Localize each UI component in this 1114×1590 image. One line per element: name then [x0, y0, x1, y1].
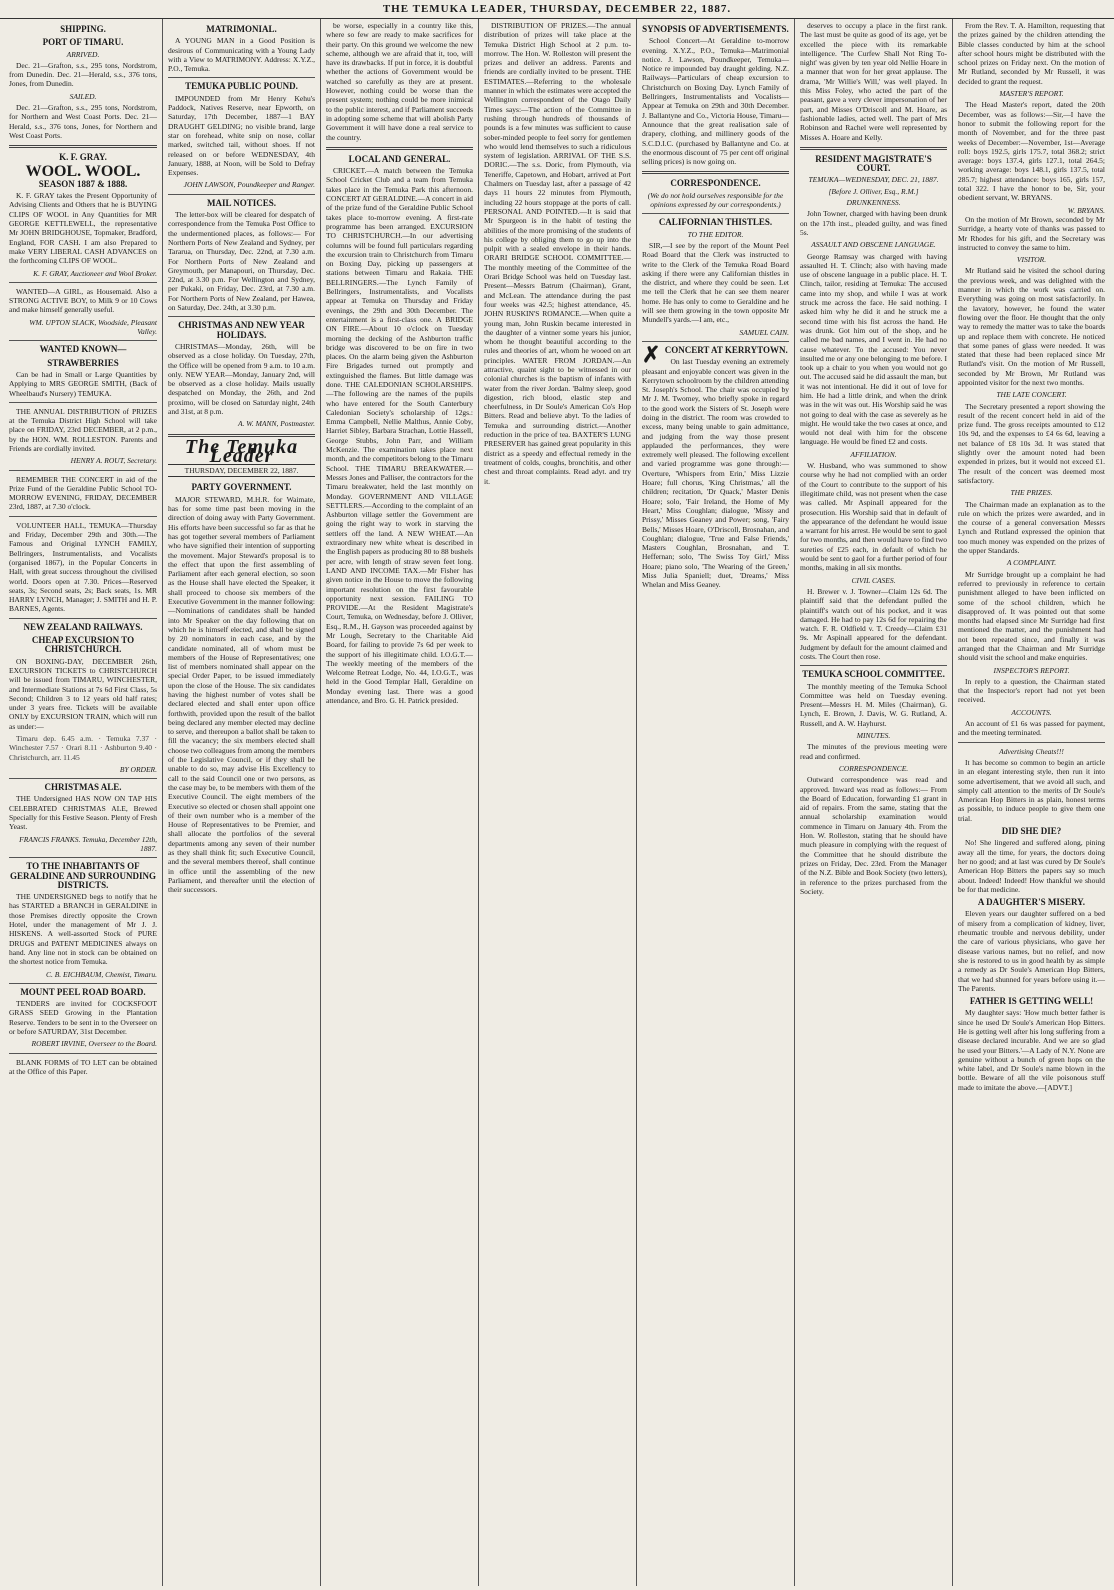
drunkenness-heading: DRUNKENNESS. — [846, 198, 901, 208]
wool-heading: WOOL. WOOL. — [25, 162, 141, 180]
party-gov-heading: PARTY GOVERNMENT. — [191, 482, 292, 493]
assault-heading: ASSAULT AND OBSCENE LANGUAGE. — [811, 240, 936, 250]
tenders-signature: ROBERT IRVINE, Overseer to the Board. — [31, 1039, 157, 1049]
visitor-text: Mr Rutland said he visited the school during the previous week, and was delighted with the manner in which the work was carried on. Everything was going on most satisfactorily. In the lavatory, however, he found the water flowing over the floor. He thought that the only way to remedy the matter was to take the boards up and replace them with concrete. He noticed that some panes of glass were needed. It was stated that these had been replaced since Mr Rutland's visit. On the motion of Mr Russell, seconded by Mr Brown, Mr Rutland was appointed visitor for the next two months. — [958, 266, 1105, 387]
daughter-text: Eleven years our daughter suffered on a bed of misery from a complication of kidney, liver, rheumatic trouble and nervous debility, under the care of various physicians, who gave her disease various names, but no relief, and now she is restored to us in good health by as simple a remedy as Dr Soule's American Hop Bitters, that we had shunned for years before using it.—The Parents. — [958, 909, 1105, 993]
mail-heading: MAIL NOTICES. — [206, 197, 277, 208]
column-7 — [952, 19, 1110, 1586]
correspondence-heading: CORRESPONDENCE. — [670, 178, 761, 189]
visitor-heading: VISITOR. — [1016, 255, 1047, 265]
editorial-continued: be worse, especially in a country like this, where so few are ready to make sacrifices for their party. On this ground we welcome the new scheme, although we are afraid that it, too, will have its drawbacks. If put in force, it is doubtful whether the actions of Government would be watched so carefully as they are at present. However, nothing could be worse than the present system; nothing could be more inimical to the public interest, and if Parliament succeeds in adopting some scheme that will abolish Party Government it will have done a real service to the country. — [326, 21, 473, 142]
correspondence2-heading: CORRESPONDENCE. — [838, 763, 909, 773]
gray-name: K. F. GRAY. — [59, 152, 107, 163]
local-general-text: CRICKET.—A match between the Temuka School Cricket Club and a team from Temuka takes place in the Temuka Park this afternoon. CONCERT AT GERALDINE.—A concert in aid of the prize fund of the Geraldine Public School takes place to-morrow evening. A first-rate programme has been arranged. EXCURSION TO CHRISTCHURCH.—In our advertising columns will be found full particulars regarding the excursion train to Christchurch from Timaru on Boxing Day, picking up passengers at stations between Timaru and Rakaia. THE BELLRINGERS.—The Lynch Family of Bellringers, Instrumentalists, and Vocalists appear at Temuka on Thursday and Friday evenings, the 29th and 30th December. The entertainment is a first-class one. A BRIDGE ON FIRE.—About 10 o'clock on Tuesday morning the decking of the Ashburton traffic bridge was discovered to be on fire in two places. On the alarm being given the Ashburton Fire Brigades turned out promptly and extinguished the flames. But little damage was done. THE CALEDONIAN SCHOLARSHIPS.—The following are the names of the pupils who have entered for the South Canterbury Caledonian Society's scholarship of 12gs.: Emma Campbell, Nellie Malthus, Annie Coby, Harriet Sibley, Barbara Strachan, Lottie Hassell, George Stubbs, John Parr, and William McKenzie. The examination takes place next month, and the competitors belong to the Timaru School. THE TIMARU BREAKWATER.—Messrs Jones and Palliser, the contractors for the Timaru breakwater, held the last monthly on Monday. GOVERNMENT AND VILLAGE SETTLERS.—According to the complaint of an Ashburton village settler the Government are going the right way to work in starving the settlers off the land. A NEW WHEAT.—An extraordinary new white wheat is described in the English papers as producing 80 to 88 bushels per acre, with length of straw seven feet long. LAND AND INCOME TAX.—Mr Fisher has given notice in the House to move the following important resolution on the first favourable opportunity next session. FAILING TO PROVIDE.—At the Resident Magistrate's Court, Temuka, on Wednesday, before J. Olliver, Esq., R.M., H. Gayson was proceeded against by Mr Lough, Secretary to the Charitable Aid Board, for failing to provide 7s 6d per week to the support of his illegitimate child. I.O.G.T.—The weekly meeting of the members of the Welcome Retreat Lodge, No. 44, I.O.G.T., was held in the Good Templar Hall, Geraldine on Monday evening last. There was a good attendance, and Bro. G. H. Patrick presided. — [326, 166, 473, 706]
matrimonial-heading: MATRIMONIAL. — [206, 24, 277, 34]
column-5 — [636, 19, 794, 1586]
pound-heading: TEMUKA PUBLIC POUND. — [185, 81, 298, 92]
affiliation-heading: AFFILIATION. — [850, 449, 897, 459]
did-she-text: No! She lingered and suffered along, pining away all the time, for years, the doctors doing her no good; and at last was cured by Dr Soule's American Hop Bitters the papers say so much about. Indeed! Indeed! How thankful we should be for that medicine. — [958, 838, 1105, 894]
geraldine-heading: TO THE INHABITANTS OF GERALDINE AND SURROUNDING DISTRICTS. — [9, 861, 157, 890]
daughter-heading: A DAUGHTER'S MISERY. — [977, 897, 1086, 908]
paper-date: THURSDAY, DECEMBER 22, 1887. — [168, 464, 315, 477]
mail-text: The letter-box will be cleared for despatch of correspondence from the Temuka Post Office to the undermentioned places, as follows:— For Northern Ports of New Zealand and Sydney, per Tararua, on Thursday, Dec. 22nd, at 7.30 a.m. For Northern Ports of New Zealand and Greymouth, per Manapouri, on Thursday, Dec. 22nd, at 3.30 p.m. For Wellington and Sydney, per Pukaki, on Friday, Dec. 23rd, at 7.30 a.m. For Northern Ports of New Zealand, per Hawea, on Saturday, Dec. 24th, at 3.30 p.m. — [168, 210, 315, 313]
complaint-heading: A COMPLAINT. — [1006, 558, 1057, 568]
gray-text: K. F. GRAY takes the Present Opportunity of Advising Clients and Others that he is BUYING CLIPS OF WOOL in Any Quantities for MR GEORGE KETTLEWELL, the representative Mr JOHN BRIDGHOUSE, Topmaker, Bradford, England, FOR CASH. I am also Prepared to make VERY LIBERAL CASH ADVANCES on the forthcoming CLIPS OF WOOL. — [9, 191, 157, 266]
masters-report-heading: MASTER'S REPORT. — [999, 89, 1064, 99]
concert-ad-text: REMEMBER THE CONCERT in aid of the Prize Fund of the Geraldine Public School TO-MORROW EVENING, FRIDAY, DECEMBER 23rd, 1887, at 7.30 o'clock. — [9, 474, 157, 512]
party-gov-text: MAJOR STEWARD, M.H.R. for Waimate, has for some time past been moving in the direction of doing away with Party Government. His efforts have been successful so far as that he has got together several members of Parliament who have signified their intention of supporting the movement. Major Steward's proposal is to the effect that upon the first assembling of Parliament after each general election, so soon as the House shall have elected the Speaker, it shall proceed to choose six members of the Executive Government in the manner following:—Nominations of candidates shall be handed into Mr Speaker on the day following that on which he is himself elected, and shall be signed by 20 nominators in each case, and by the candidate nominated, all of whom must be members of the House of Representatives; one list of members nominated shall appear on the special Order Paper, to be issued immediately upon the close of the House. The six candidates having the highest number of votes shall be declared elected and shall enter upon office forthwith, provided upon the result of the ballot being declared any member elected may decline to serve, and thereupon a ballot shall be taken to fill the vacancy; the six members elected shall choose two colleagues from among the members of the Legislative Council, or if they shall be unable to do so, may advise His Excellency to call to the said Council one or two persons, as the case may be, to be members with them of the Executive Council. The eight members of the Executive so elected or chosen shall appoint one of their own number who is a member of the House of Representatives to be Premier, and shall allocate the portfolios of the several departments among any seven of their number as they shall think fit; such Executive Council, and the several members thereof, shall continue in office until the assembling of the new Parliament, and thereafter until the election of their successors. — [168, 494, 315, 895]
minutes-heading: MINUTES. — [856, 731, 891, 741]
wanted-girl-signature: WM. UPTON SLACK, Woodside, Pleasant Valley. — [29, 317, 157, 337]
assault-text: George Ramsay was charged with having assaulted H. T. Clinch; also with having made use of obscene language in a public place. H. T. Clinch, tailor, residing at Temuka: The accused came into my shop, and while I was at work struck me across the face. He said nothing. I asked him why he did it and he struck me a second time with his fist across the hand. He was drunk. Got him out of the shop, and he called me bad names, and I went in. He had no cause whatever. To the accused: You never insulted me or any one belonging to me before. I took up a chair to you when you would not go out. The accused said he did assault the man, but it was not intentional. He did it out of love for him. He had a little drink, and when the drink was in the wit was out. His Worship said he was not going to deal with the case as severely as he might. He would take the two cases at once, and would not deal with him for the obscene language. He would be fined £2 and costs. — [800, 251, 947, 447]
report-motion-text: On the motion of Mr Brown, seconded by Mr Surridge, a hearty vote of thanks was passed to Mr Rhodes for his gift, and the Secretary was instructed to convey the same to him. — [958, 214, 1105, 252]
rm-court-heading: RESIDENT MAGISTRATE'S COURT. — [815, 153, 932, 174]
late-concert-heading: THE LATE CONCERT. — [996, 390, 1067, 400]
sailed-heading: SAILED. — [69, 91, 97, 101]
synopsis-text: School Concert—At Geraldine to-morrow evening. X.Y.Z., P.O., Temuka—Matrimonial notice. J. Lawson, Poundkeeper, Temuka—Notice re impounded bay draught gelding. N.Z. Railways—Particulars of cheap excursion to Christchurch on Boxing Day. Lynch Family of Bellringers, Instrumentalists and Vocalists—Appear at Temuka on 29th and 30th December. J. Ballantyne and Co., Victoria House, Timaru—Announce that the great realisation sale of drapery, clothing, and millinery goods of the S.C.D.I.C. (purchased by Ballantyne and Co. at the enormous discount of 75 per cent off original selling prices) is now going on. — [642, 36, 789, 167]
civil-text: H. Brewer v. J. Towner—Claim 12s 6d. The plaintiff said that the defendant pulled the plaintiff's watch out of his pocket, and it was damaged. He had to pay 12s 6d for repairing the watch. F. R. Oldfield v. T. Creedy—Claim £31 9s. Mr Aspinall appeared for the defendant. Judgment by default for the amount claimed and costs. The Court then rose. — [800, 586, 947, 661]
civil-heading: CIVIL CASES. — [851, 575, 896, 585]
masters-report-text: The Head Master's report, dated the 20th December, was as follows:—Sir,—I have the honor to submit the following report for the month of November, and for the three past weeks of December:—November, 1st—Average roll: boys 192.5, girls 175.7, total 368.2; strict average: boys 137.4, girls 127.1, total 264.5; working average: boys 148.1, girls 137.5, total 285.7; highest attendance: boys 165, girls 157, total 322. I have the honor to be, Sir, your obedient servant, W. BRYANS. — [958, 100, 1105, 203]
holidays-signature: A. W. MANN, Postmaster. — [237, 419, 315, 429]
gray-signature: K. F. GRAY, Auctioneer and Wool Broker. — [33, 268, 157, 278]
mount-peel-heading: MOUNT PEEL ROAD BOARD. — [20, 986, 146, 997]
paper-nameplate — [168, 435, 315, 478]
accounts-heading: ACCOUNTS. — [1011, 707, 1052, 717]
local-general-heading: LOCAL AND GENERAL. — [348, 153, 451, 164]
column-grid — [4, 19, 1110, 1586]
holidays-text: CHRISTMAS—Monday, 26th, will be observed as a close holiday. On Tuesday, 27th, the Office will be opened from 9 a.m. to 10 a.m. only. NEW YEAR—Monday, January 2nd, will be observed as a close holiday. Mails usually despatched on Monday, the 26th, and 2nd proximo, will be closed on Saturday night, 24th and 31st, at 8 p.m. — [168, 341, 315, 416]
wanted-known-heading: WANTED KNOWN— — [39, 344, 127, 355]
prizes-ad-text: THE ANNUAL DISTRIBUTION of PRIZES at the Temuka District High School will take place on FRIDAY, 23rd DECEMBER, at 2 p.m., by the HON. WM. ROLLESTON. Parents and Friends are cordially invited. — [9, 406, 157, 453]
masters-report-signature: W. BRYANS. — [1067, 205, 1105, 215]
thistles-heading: CALIFORNIAN THISTLES. — [658, 217, 773, 228]
did-she-heading: DID SHE DIE? — [1001, 826, 1062, 837]
excursion-heading: CHEAP EXCURSION TO CHRISTCHURCH. — [31, 635, 135, 655]
page-masthead: THE TEMUKA LEADER, THURSDAY, DECEMBER 22, 1887. — [0, 0, 1114, 19]
tenders-text: TENDERS are invited for COCKSFOOT GRASS SEED Growing in the Plantation Reserve. Tenders to be sent in to the Overseer on or before SATURDAY, 31st December. — [9, 999, 157, 1037]
correspondence-note: (We do not hold ourselves responsible for the opinions expressed by our correspondents.) — [647, 190, 784, 210]
kerrytown-continued: deserves to occupy a place in the first rank. The last must be quite as good of its age, yet be excelled the piece with its remarkable intelligence. 'The Curfew Shall Not Ring To-night' was given by ten year old Nellie Hoare in a manner that won for her great applause. The drama, 'Mr Willie's Will,' was well played. In this Miss Foley, who acted the part of the peasant, gave a very clever impersonation of her part, and Misses O'Driscoll and M. Hoare, as fashionable ladies, acted well. The part of Mrs Robinson and Rachel were well represented by Misses A. Hoare and Kelly. — [800, 21, 947, 142]
drunkenness-text: John Towner, charged with having been drunk on the 17th inst., pleaded guilty, and was fined 5s. — [800, 209, 947, 237]
handwritten-x-mark: ✗ — [642, 341, 661, 367]
christmas-ale-signature: FRANCIS FRANKS. Temuka, December 12th, 1887. — [19, 834, 157, 853]
prizes-ad-signature: HENRY A. ROUT, Secretary. — [70, 456, 157, 466]
kerrytown-title: CONCERT AT KERRYTOWN. — [664, 344, 788, 355]
kerrytown-heading — [642, 341, 789, 367]
volunteer-hall-text: VOLUNTEER HALL, TEMUKA—Thursday and Friday, December 29th and 30th.—The Famous and Original LYNCH FAMILY, Bellringers, Instrumentalists, and Vocalists (organised 1867), in the Popular Concerts in Hall, with great success throughout the civilised world. Doors open at 7.30. Prices—Reserved seats, 3s; Second seats, 2s; Back seats, 1s. MR HARRY LYNCH, Manager; J. SMITH and H. P. BARNES, Agents. — [9, 520, 157, 614]
holidays-heading: CHRISTMAS AND NEW YEAR HOLIDAYS. — [178, 320, 305, 340]
timetable-text: Timaru dep. 6.45 a.m. · Temuka 7.37 · Winchester 7.57 · Orari 8.11 · Ashburton 9.40 · Christchurch, arr. 11.45 — [9, 734, 157, 762]
prizes-heading: THE PRIZES. — [1010, 488, 1053, 498]
father-heading: FATHER IS GETTING WELL! — [969, 996, 1094, 1007]
prizes-text: The Chairman made an explanation as to the rule on which the prizes were awarded, and in the course of a general conversation Messrs Lynch and Rutland expressed the opinion that too much money was expended on the prizes of the upper Standards. — [958, 499, 1105, 556]
geraldine-signature: C. B. EICHBAUM, Chemist, Timaru. — [45, 969, 157, 979]
column-4 — [478, 19, 636, 1586]
railways-heading: NEW ZEALAND RAILWAYS. — [23, 621, 143, 632]
geraldine-text: THE UNDERSIGNED begs to notify that he has STARTED a BRANCH in GERALDINE in those Premises directly opposite the Crown Hotel, under the management of Mr J. J. HISKENS. A well-assorted Stock of PURE DRUGS and PATENT MEDICINES always on hand. Any line not in stock can be obtained on the shortest notice from Temuka. — [9, 892, 157, 967]
column-1 — [4, 19, 162, 1586]
pound-signature: JOHN LAWSON, Poundkeeper and Ranger. — [183, 180, 315, 190]
thistles-to-editor: TO THE EDITOR. — [687, 229, 744, 239]
thistles-text: SIR,—I see by the report of the Mount Peel Road Board that the Clerk was instructed to write to the Clerk of the Temuka Road Board asking if there were any Californian thistles in the district, and where they could be seen. Let me tell the Clerk that he can see them nearer home. He has only to come to Geraldine and he will see them growing in the town opposite Mr Mundell's yards.—I am, etc., — [642, 240, 789, 325]
strawberries-heading: STRAWBERRIES — [47, 357, 119, 368]
arrived-text: Dec. 21—Grafton, s.s., 295 tons, Nordstrom, from Dunedin. Dec. 21—Herald, s.s., 376 tons, Jones, from Dunedin. — [9, 60, 157, 89]
arrived-heading: ARRIVED. — [66, 49, 100, 59]
shipping-heading: SHIPPING. — [60, 24, 106, 34]
local-general-continued: DISTRIBUTION OF PRIZES.—The annual distribution of prizes will take place at the Temuka District High School at 2 p.m. to-morrow. The Hon. W. Rolleston will present the prizes and deliver an address. Parents and friends are cordially invited to be present. THE ESTIMATES.—Referring to the wholesale manner in which the estimates were accepted the Wellington correspondent of the Otago Daily Times says:—The action of the Committee in rushing through hundreds of thousands of pounds is a few minutes was sufficient to cause sober-minded people to feel sorry for gentlemen who would lend themselves to such a ridiculous system of legislation. ARRIVAL OF THE S.S. DORIC.—The s.s. Doric, from Plymouth, via Teneriffe, Capetown, and Hobart, arrived at Port Chalmers on Tuesday last, after a passage of 42 days 11 hours 22 minutes from Plymouth, including 22 hours stoppage at the ports of call. PERSONAL AND POINTED.—It is said that Mr Spurgeon is in the habit of testing the abilities of the more promising of the students of his college by obliging them to go up into the pulpit with a sealed envelope in their hands. ORARI BRIDGE SCHOOL COMMITTEE.—The monthly meeting of the Committee of the Orari Bridge School was held on Tuesday last. Present—Messrs Batrum (Chairman), Grant, and McLean. The attendance during the past four weeks was 42.5; highest attendance, 45. JOHN RUSKIN'S ROMANCE.—When quite a young man, John Ruskin became interested in the daughter of a vintner some years his junior, whom he thought beautiful according to the rules and theories of art, whom he wooed on art principles. WATER FROM JORDAN.—An attractive, quaint sight to be witnessed in our colonial churches is the baptism of infants with water from the river Jordan. 'Balmy sleep, good digestion, rich blood, elastic step and cheerfulness, in Dr Soule's American Co's Hop Bitters. Read and believe abyt. To the ladies of Temuka and surrounding district.—Another reduction in the price of tea. BAXTER'S LUNG PRESERVER has gained great popularity in this district as a speedy and effectual remedy in the treatment of colds, coughs, bronchitis, and other chest and throat complaints. Read adyt. and try it. — [484, 21, 631, 486]
committee-text: The monthly meeting of the Temuka School Committee was held on Tuesday evening. Present—Messrs H. M. Miles (Chairman), G. Lynch, E. Brown, J. Davis, W. G. Rutland, A. Russell, and A. W. Hayhurst. — [800, 681, 947, 728]
kerrytown-text: On last Tuesday evening an extremely pleasant and enjoyable concert was given in the Kerrytown schoolroom by the children attending St. Joseph's School. The chair was occupied by Mr J. M. Twomey, who briefly spoke in regard to the good work the Sisters of St. Joseph were doing in the district. The room was crowded to excess, many being unable to gain admittance, and judging from the way those present applauded the performances, they were extremely well pleased. The following excellent and varied programme was gone through:—Overture, 'Whispers from Erin,' Miss Lizzie Hoare; full chorus, 'King Christmas,' all the children; recitation, 'Dr Quack,' Master Denis Hoare; solo, 'Fair Ireland, the Home of My Heart,' Miss Coughlan; dialogue, 'Missy and Prissy,' Misses Geaney and Power; song, 'Fairy Bells,' Misses Hoare, O'Driscoll, Brosnahan, and Coughlan; dialogue, 'True and False Friends,' Masters Coughlan, Brosnahan, and T. Heffernan; solo, 'The Swiss Toy Girl,' Miss Hoare; piano solo, 'The Wearing of the Green,' Miss Julia Spaniell; duet, 'Dreams,' Miss Whelan and Miss Geaney. — [642, 357, 789, 590]
synopsis-heading: SYNOPSIS OF ADVERTISEMENTS. — [642, 24, 789, 34]
column-3 — [320, 19, 478, 1586]
excursion-text: ON BOXING-DAY, DECEMBER 26th, EXCURSION TICKETS to CHRISTCHURCH will be issued from TIMARU, WINCHESTER, and Intermediate Stations at 7s 6d First Class, 5s Second; Children 3 to 12 years old half rates; under 3 years free. Tickets will be available ONLY by EXCURSION TRAIN, which will run as under:— — [9, 656, 157, 731]
inspector-text: In reply to a question, the Chairman stated that the Inspector's report had not yet been received. — [958, 676, 1105, 705]
by-order: BY ORDER. — [119, 764, 157, 774]
committee-continued: From the Rev. T. A. Hamilton, requesting that the prizes gained by the children attending the Bible classes conducted by him at the school after school hours might be distributed with the school prizes on Friday next. On the motion of Mr Rutland, seconded by Mr Russell, it was decided to grant the request. — [958, 21, 1105, 86]
wanted-girl-text: WANTED—A GIRL, as Housemaid. Also a STRONG ACTIVE BOY, to Milk 9 or 10 Cows and make himself generally useful. — [9, 286, 157, 315]
correspondence2-text: Outward correspondence was read and approved. Inward was read as follows:— From the Board of Education, forwarding £1 grant in aid of repairs. From the same, stating that the annual scholarship examination would commence in Timaru on January 4th. From the Hon. W. Rolleston, stating that he should have much pleasure in complying with the request of the Committee that he should distribute the prizes on Friday, Dec. 23rd. From the Manager of the N.Z. Bible and Book Society (two letters), in reference to the prizes purchased from the Society. — [800, 775, 947, 896]
late-concert-text: The Secretary presented a report showing the result of the recent concert held in aid of the prize fund. The gross receipts amounted to £12 10s 9d, and the expenses to £4 6s 6d, leaving a net balance of £8 10s 3d. It was stated that slightly over the amount noted had been expended in prizes, but it would not exceed £1. The result of the concert was deemed most satisfactory. — [958, 401, 1105, 485]
thistles-signature: SAMUEL CAIN. — [739, 327, 789, 337]
blank-forms-text: BLANK FORMS of TO LET can be obtained at the Office of this Paper. — [9, 1057, 157, 1076]
matrimonial-text: A YOUNG MAN in a Good Position is desirous of Communicating with a Young Lady with a View to MATRIMONY. Address: X.Y.Z., P.O., Temuka. — [168, 36, 315, 74]
rm-court-date: TEMUKA—WEDNESDAY, DEC. 21, 1887. — [808, 175, 939, 185]
minutes-text: The minutes of the previous meeting were read and confirmed. — [800, 742, 947, 761]
accounts-text: An account of £1 6s was passed for payment, and the meeting terminated. — [958, 719, 1105, 738]
adv-text: It has become so common to begin an article in an elegant interesting style, then run it into some advertisement, that we avoid all such, and simply call attention to the merits of Dr Soule's American Hop Bitters in as plain, honest terms as possible, to induce people to give them one trial. — [958, 757, 1105, 823]
inspector-heading: INSPECTOR'S REPORT. — [993, 665, 1070, 675]
complaint-text: Mr Surridge brought up a complaint he had referred to previously in reference to certain punishment alleged to have been inflicted on some of the school children, which he disapproved of. It was pointed out that some months had elapsed since Mr Surridge had first mentioned the matter, and the punishment had not been repeated since, and finally it was arranged that the Chairman and Mr Surridge should visit the school and make enquiries. — [958, 569, 1105, 663]
season-heading: SEASON 1887 & 1888. — [38, 178, 128, 189]
pound-text: IMPOUNDED from Mr Henry Kehu's Paddock, Natives Reserve, near Epworth, on Saturday, 17th December, 1887—1 BAY DRAUGHT GELDING; no visible brand, large star on forehead, white snip on nose, collar marked, switched tail, without shoes. If not released on or before WEDNESDAY, 4th January, 1888, at Noon, will be Sold to Defray Expenses. — [168, 93, 315, 178]
strawberries-text: Can be had in Small or Large Quantities by Applying to MRS GEORGE SMITH, (Back of Wheelbaud's Nursery) TEMUKA. — [9, 369, 157, 398]
committee-heading: TEMUKA SCHOOL COMMITTEE. — [802, 669, 945, 680]
christmas-ale-heading: CHRISTMAS ALE. — [44, 782, 122, 793]
adv-heading: Advertising Cheats!!! — [999, 746, 1064, 756]
father-text: My daughter says: 'How much better father is since he used Dr Soule's American Hop Bitters. He is getting well after his long suffering from a disease declared incurable. And we are so glad he used your Bitters.'—A Lady of N.Y. None are genuine without a bunch of green hops on the white label, and Dr Soule's name blown in the bottle. Beware of all the vile poisonous stuff made to imitate the above.—[ADVT.] — [958, 1008, 1105, 1092]
port-heading: PORT OF TIMARU. — [42, 37, 124, 48]
christmas-ale-text: THE Undersigned HAS NOW ON TAP HIS CELEBRATED CHRISTMAS ALE, Brewed Specially for this Festive Season. Plenty of Fresh Yeast. — [9, 794, 157, 832]
column-2 — [162, 19, 320, 1586]
affiliation-text: W. Husband, who was summoned to show course why he had not complied with an order of the Court to contribute to the support of his illegitimate child, was not present when the case was called. Mr Aspinall appeared for the prosecution. His Worship said that in default of the appearance of the defendant he would issue a warrant for his arrest. He would be sent to gaol for two months, and then would have to find two sureties of £25 each, in default of which he would be sent to gaol for a further period of four months, making in all six months. — [800, 461, 947, 573]
rm-court-before: [Before J. Olliver, Esq., R.M.] — [828, 186, 919, 196]
paper-title: The Temuka Leader — [184, 435, 299, 467]
sailed-text: Dec. 21—Grafton, s.s., 295 tons, Nordstrom, for Northern and West Coast Ports. Dec. 21—Herald, s.s., 376 tons, Jones, for Northern and West Coast Ports. — [9, 103, 157, 140]
column-6 — [794, 19, 952, 1586]
